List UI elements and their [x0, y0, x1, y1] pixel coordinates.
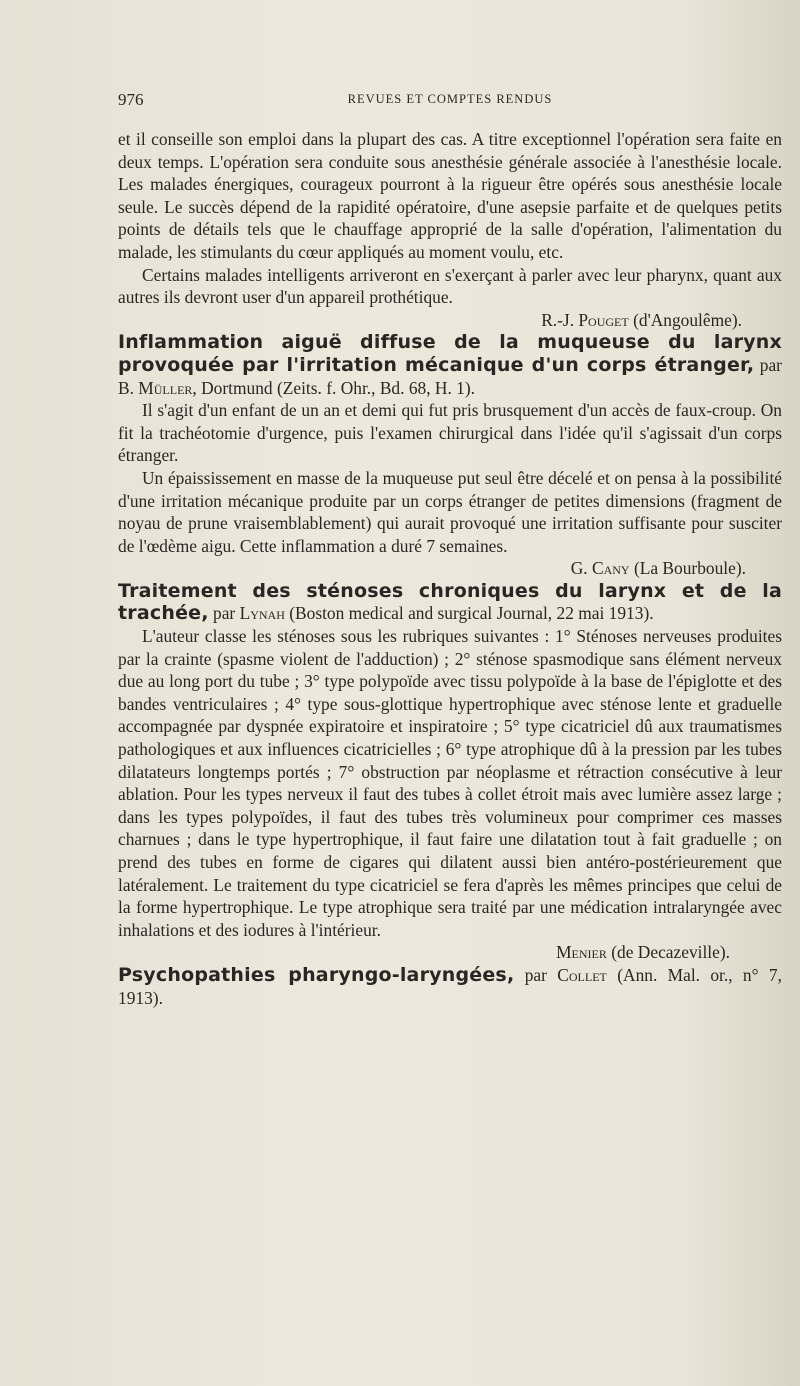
article-author: B. Müller,: [118, 377, 197, 398]
article-paragraph: Un épaississement en masse de la muqueuse put seul être décelé et on pensa à la possibilité d'une irritation mécanique produite par un corps étranger de petites dimensions (fragment de noyau de prune vraisemblablement) qui aurait provoqué une irritation suffisante pour susciter de l'œdème aigu. Cette inflammation a duré 7 semaines.: [118, 467, 782, 556]
signature-place: (La Bourboule).: [633, 558, 746, 579]
article-citation: (Ann. Mal. or., n° 7, 1913).: [118, 964, 782, 1008]
paragraph-continued: et il conseille son emploi dans la plupart des cas. A titre exceptionnel l'opération sera faite en deux temps. L'opération sera conduite sous anesthésie générale associée à l'anesthésie locale. Les malades énergiques, courageux pourront à la rigueur être opérés sous anesthésie locale seule. Le succès dépend de la rapidité opératoire, d'une asepsie parfaite et de quelques petits points de détails tels que le chauffage approprié de la salle d'opération, l'alimentation du malade, les stimulants du cœur appliqués au moment voulu, etc.: [118, 129, 782, 262]
running-title: REVUES ET COMPTES RENDUS: [347, 92, 553, 106]
article-by: par: [213, 603, 236, 624]
body-text: [118, 128, 782, 1009]
signature-menier: [118, 941, 782, 964]
page-number: 976: [118, 90, 144, 109]
paragraph-prothesis: Certains malades intelligents arriveront en s'exerçant à parler avec leur pharynx, quant aux autres ils devront user d'un appareil prothétique.: [118, 264, 782, 308]
signature-place: (de Decazeville).: [611, 942, 730, 963]
article-citation: Dortmund (Zeits. f. Ohr., Bd. 68, H. 1).: [201, 377, 476, 398]
article-title: Inflammation aiguë diffuse de la muqueuse du larynx provoquée par l'irritation mécanique d'un corps étranger,: [118, 331, 782, 376]
article-author: Lynah: [239, 603, 285, 624]
signature-cany: [118, 557, 782, 580]
article-title: Psychopathies pharyngo-laryngées,: [118, 963, 515, 986]
article-paragraph: Il s'agit d'un enfant de un an et demi qui fut pris brusquement d'un accès de faux-croup. On fit la trachéotomie d'urgence, puis l'examen chirurgical dans l'idée qu'il s'agissait d'un corps étranger.: [118, 400, 782, 466]
article-heading: [118, 964, 782, 1009]
signature-pouget: [118, 309, 782, 332]
signature-place: (d'Angoulême).: [633, 309, 742, 330]
article-heading: [118, 331, 782, 399]
article-title: Traitement des sténoses chroniques du larynx et de la trachée,: [118, 579, 782, 625]
signature-name: G. Cany: [570, 558, 630, 579]
page-header: [118, 90, 782, 114]
article-citation: (Boston medical and surgical Journal, 22 mai 1913).: [289, 603, 654, 624]
article-by: par: [759, 354, 782, 375]
article-author: Collet: [557, 964, 607, 985]
article-by: par: [524, 964, 547, 985]
article-heading: [118, 580, 782, 625]
signature-name: Menier: [556, 942, 607, 963]
signature-name: R.-J. Pouget: [541, 309, 629, 330]
article-paragraph: L'auteur classe les sténoses sous les rubriques suivantes : 1° Sténoses nerveuses produites par la crainte (spasme violent de l'adduction) ; 2° sténose spasmodique sans élément nerveux due au long port du tube ; 3° type polypoïde avec tissu polypoïde à la base de l'épiglotte et des bandes ventriculaires ; 4° type sous-glottique hypertrophique avec sténose lente et graduelle accompagnée par dyspnée expiratoire et inspiratoire ; 5° type cicatriciel dû aux traumatismes pathologiques et aux influences cicatricielles ; 6° type atrophique dû à la pression par les tubes dilatateurs longtemps portés ; 7° obstruction par néoplasme et rétraction consécutive à leur ablation. Pour les types nerveux il faut des tubes à collet étroit mais avec lumière assez large ; dans les types polypoïdes, il faut des tubes très volumineux pour comprimer ces masses charnues ; dans le type hypertrophique, il faut faire une dilatation tout à fait graduelle ; on prend des tubes en forme de cigares qui dilatent aussi bien antéro-postérieurement que latéralement. Le traitement du type cicatriciel se fera d'après les mêmes principes que celui de la forme hypertrophique. Le type atrophique sera traité par une médication intralaryngée avec inhalations et des iodures à l'intérieur.: [118, 626, 782, 940]
